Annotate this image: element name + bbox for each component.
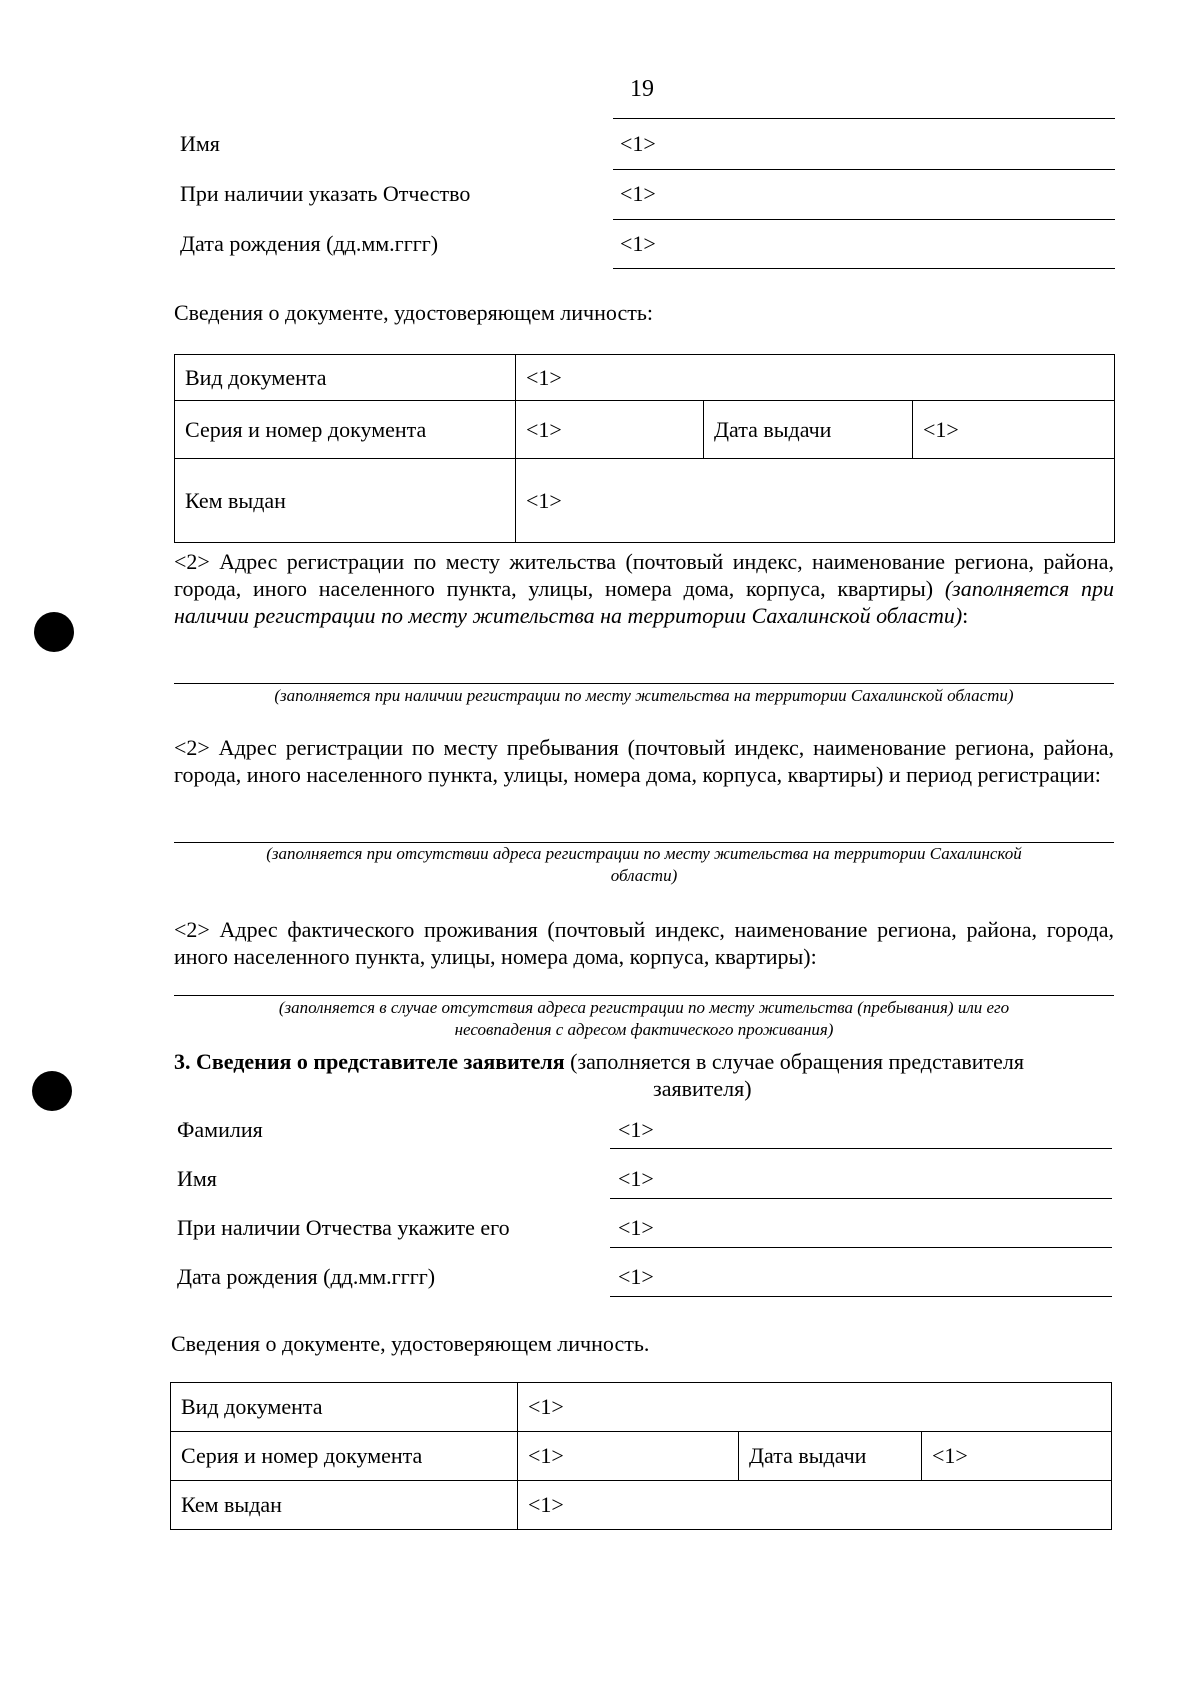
rep-issued-by-value[interactable]: <1> xyxy=(518,1481,1112,1530)
field-label-patronymic: При наличии указать Отчество xyxy=(180,181,471,206)
page-number: 19 xyxy=(630,76,654,102)
issue-date-label: Дата выдачи xyxy=(704,401,913,459)
residence-address-note: (заполняется при наличии регистрации по месту жительства на территории Сахалинской области) xyxy=(274,686,1014,705)
issued-by-value[interactable]: <1> xyxy=(516,459,1115,543)
section3-subtitle: (заполняется в случае обращения представителя xyxy=(570,1049,1025,1074)
rep-issue-date-value[interactable]: <1> xyxy=(922,1432,1112,1481)
rep-label-first-name: Имя xyxy=(177,1166,217,1191)
field-underline xyxy=(613,268,1115,269)
rep-label-patronymic: При наличии Отчества укажите его xyxy=(177,1215,510,1240)
residence-address-italic: (заполняется при наличии регистрации по месту жительства на территории Сахалинской области) xyxy=(174,576,1114,628)
field-underline xyxy=(613,169,1115,170)
field-label-birth-date: Дата рождения (дд.мм.гггг) xyxy=(180,231,439,256)
rep-doc-type-label: Вид документа xyxy=(171,1383,518,1432)
stay-address-paragraph: <2> Адрес регистрации по месту пребывания (почтовый индекс, наименование региона, района, города, иного населенного пункта, улицы, номера дома, корпуса, квартиры) и период регистрации: xyxy=(174,735,1114,787)
field-underline xyxy=(613,219,1115,220)
field-value-first-name[interactable]: <1> xyxy=(620,131,656,156)
actual-address-input-line[interactable] xyxy=(174,995,1114,996)
actual-address-note xyxy=(174,997,1114,1041)
stay-address-note-line2: области) xyxy=(610,866,678,885)
section3-subtitle-cont: заявителя) xyxy=(653,1076,752,1101)
doc-series-label: Серия и номер документа xyxy=(175,401,516,459)
field-underline xyxy=(610,1296,1112,1297)
actual-address-paragraph: <2> Адрес фактического проживания (почтовый индекс, наименование региона, района, города, иного населенного пункта, улицы, номера дома, корпуса, квартиры): xyxy=(174,917,1114,969)
issue-date-value[interactable]: <1> xyxy=(913,401,1115,459)
rep-value-birth-date[interactable]: <1> xyxy=(618,1264,654,1289)
id-document-table xyxy=(174,354,1115,543)
id-doc-heading: Сведения о документе, удостоверяющем личность: xyxy=(174,300,653,325)
punch-hole xyxy=(32,1071,72,1111)
field-top-rule xyxy=(613,118,1115,119)
punch-hole xyxy=(34,612,74,652)
actual-address-note-line1: (заполняется в случае отсутствия адреса регистрации по месту жительства (пребывания) или его xyxy=(278,998,1010,1017)
field-value-patronymic[interactable]: <1> xyxy=(620,181,656,206)
field-value-birth-date[interactable]: <1> xyxy=(620,231,656,256)
rep-doc-series-label: Серия и номер документа xyxy=(171,1432,518,1481)
field-underline xyxy=(610,1247,1112,1248)
rep-issued-by-label: Кем выдан xyxy=(171,1481,518,1530)
stay-address-note xyxy=(174,843,1114,887)
rep-value-patronymic[interactable]: <1> xyxy=(618,1215,654,1240)
rep-label-surname: Фамилия xyxy=(177,1117,263,1142)
rep-value-first-name[interactable]: <1> xyxy=(618,1166,654,1191)
rep-id-document-table xyxy=(170,1382,1112,1530)
rep-label-birth-date: Дата рождения (дд.мм.гггг) xyxy=(177,1264,436,1289)
rep-value-surname[interactable]: <1> xyxy=(618,1117,654,1142)
residence-address-text: <2> Адрес регистрации по месту жительства (почтовый индекс, наименование региона, района, города, иного населенного пункта, улицы, номера дома, корпуса, квартиры) xyxy=(174,549,1114,601)
rep-doc-series-value[interactable]: <1> xyxy=(518,1432,739,1481)
rep-issue-date-label: Дата выдачи xyxy=(739,1432,922,1481)
doc-series-value[interactable]: <1> xyxy=(516,401,704,459)
doc-type-label: Вид документа xyxy=(175,355,516,401)
actual-address-note-line2: несовпадения с адресом фактического проживания) xyxy=(454,1020,834,1039)
field-underline xyxy=(610,1148,1112,1149)
issued-by-label: Кем выдан xyxy=(175,459,516,543)
stay-address-note-line1: (заполняется при отсутствии адреса регистрации по месту жительства на территории Сахалинской xyxy=(266,844,1022,863)
residence-address-suffix: : xyxy=(962,603,969,628)
id-doc-heading-2: Сведения о документе, удостоверяющем личность. xyxy=(171,1331,650,1356)
section3-heading xyxy=(174,1048,1114,1102)
rep-doc-type-value[interactable]: <1> xyxy=(518,1383,1112,1432)
field-label-first-name: Имя xyxy=(180,131,220,156)
section3-title: 3. Сведения о представителе заявителя xyxy=(174,1049,565,1074)
doc-type-value[interactable]: <1> xyxy=(516,355,1115,401)
residence-address-paragraph xyxy=(174,548,1114,629)
residence-address-input-line[interactable] xyxy=(174,683,1114,684)
field-underline xyxy=(610,1198,1112,1199)
